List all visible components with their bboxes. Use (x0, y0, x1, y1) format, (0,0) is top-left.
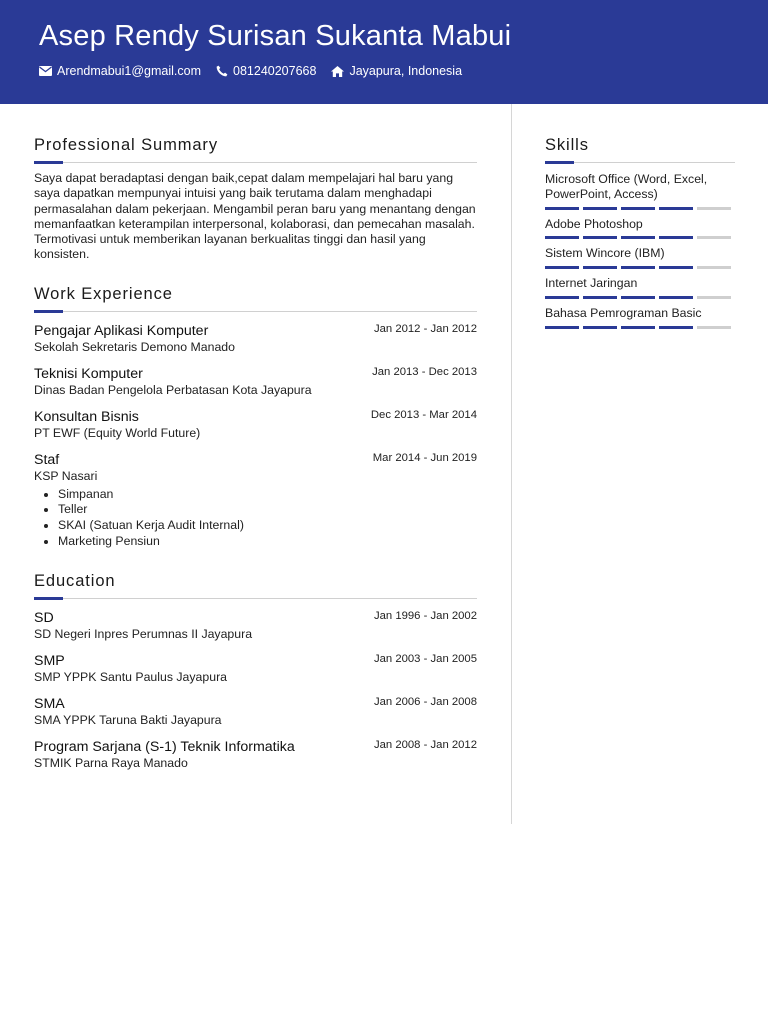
summary-text: Saya dapat beradaptasi dengan baik,cepat dalam mempelajari hal baru yang saya dapatkan mempunyai intuisi yang baik terutama dalam menghadapi permasalahan dalam pekerjaan. Mengambil peran baru yang menantang dengan memanfaatkan keterampilan interpersonal, kolaborasi, dan pemecahan masalah. Termotivasi untuk memberikan layanan berkualitas tinggi dan hasil yang konsisten. (34, 171, 476, 262)
skill-item (545, 276, 735, 299)
experience-section (34, 285, 477, 549)
education-dates: Jan 2008 - Jan 2012 (373, 739, 477, 752)
skill-level-segment-empty (697, 296, 731, 299)
skill-level-segment-empty (697, 207, 731, 210)
job-dates: Dec 2013 - Mar 2014 (370, 408, 477, 421)
degree-title: SMA (34, 696, 65, 713)
school-name: SMP YPPK Santu Paulus Jayapura (34, 670, 227, 685)
experience-entry (34, 365, 477, 398)
skill-name: Internet Jaringan (545, 276, 638, 291)
skill-level-segment-empty (697, 266, 731, 269)
section-divider (34, 161, 477, 164)
skill-name: Microsoft Office (Word, Excel, PowerPoint, Access) (545, 172, 708, 201)
experience-entry (34, 451, 477, 549)
degree-title: Program Sarjana (S-1) Teknik Informatika (34, 739, 295, 756)
skill-item (545, 217, 735, 240)
column-divider (511, 104, 512, 824)
skill-level-bar (545, 236, 735, 239)
skill-item (545, 246, 735, 269)
job-duties-list (58, 487, 477, 549)
skill-name: Sistem Wincore (IBM) (545, 246, 665, 261)
section-divider (34, 310, 477, 313)
list-item: • Simpanan (58, 487, 477, 503)
skill-level-segment-filled (621, 326, 655, 329)
skill-level-segment-filled (583, 266, 617, 269)
skill-level-segment-filled (659, 326, 693, 329)
job-company: PT EWF (Equity World Future) (34, 425, 201, 440)
job-title: Teknisi Komputer (34, 365, 143, 382)
contact-email[interactable] (39, 64, 201, 78)
right-column (545, 104, 735, 329)
job-company: KSP Nasari (34, 468, 98, 483)
list-item: • Marketing Pensiun (58, 534, 477, 550)
skill-level-segment-empty (697, 236, 731, 239)
skill-level-segment-filled (583, 326, 617, 329)
email-text: Arendmabui1@gmail.com (57, 64, 202, 78)
education-section (34, 572, 477, 771)
skill-level-segment-filled (545, 236, 579, 239)
skill-level-segment-filled (659, 266, 693, 269)
skill-level-segment-filled (621, 236, 655, 239)
skill-name: Adobe Photoshop (545, 216, 643, 231)
envelope-icon (39, 66, 52, 76)
section-title-education: Education (34, 572, 116, 591)
skill-item (545, 306, 735, 329)
education-entry (34, 738, 477, 771)
job-dates: Mar 2014 - Jun 2019 (372, 451, 477, 464)
candidate-name: Asep Rendy Surisan Sukanta Mabui (39, 20, 512, 52)
skill-level-bar (545, 266, 735, 269)
school-name: STMIK Parna Raya Manado (34, 756, 188, 771)
skill-level-segment-filled (583, 236, 617, 239)
section-title-summary: Professional Summary (34, 136, 218, 154)
education-dates: Jan 1996 - Jan 2002 (373, 610, 477, 623)
school-name: SD Negeri Inpres Perumnas II Jayapura (34, 627, 253, 642)
skill-level-segment-filled (545, 207, 579, 210)
contact-phone[interactable] (216, 64, 316, 78)
section-title-experience: Work Experience (34, 284, 173, 303)
skill-level-segment-empty (697, 326, 731, 329)
phone-text: 081240207668 (233, 64, 317, 78)
list-item: • SKAI (Satuan Kerja Audit Internal) (58, 518, 477, 534)
skill-level-bar (545, 207, 735, 210)
skill-level-segment-filled (621, 207, 655, 210)
skill-level-segment-filled (621, 296, 655, 299)
skill-level-segment-filled (621, 266, 655, 269)
skill-level-bar (545, 296, 735, 299)
education-entry (34, 652, 477, 685)
job-title: Konsultan Bisnis (34, 408, 139, 425)
skill-level-segment-filled (583, 207, 617, 210)
section-divider (34, 597, 477, 600)
degree-title: SMP (34, 653, 65, 670)
job-title: Pengajar Aplikasi Komputer (34, 322, 209, 339)
summary-section (34, 136, 477, 263)
job-company: Dinas Badan Pengelola Perbatasan Kota Jayapura (34, 382, 312, 397)
job-company: Sekolah Sekretaris Demono Manado (34, 339, 235, 354)
skills-section (545, 136, 735, 329)
location-text: Jayapura, Indonesia (349, 64, 463, 78)
phone-icon (216, 65, 228, 77)
skill-level-segment-filled (545, 266, 579, 269)
education-dates: Jan 2003 - Jan 2005 (373, 653, 477, 666)
education-dates: Jan 2006 - Jan 2008 (373, 696, 477, 709)
school-name: SMA YPPK Taruna Bakti Jayapura (34, 713, 222, 728)
experience-entry (34, 322, 477, 355)
education-entry (34, 695, 477, 728)
skill-level-segment-filled (659, 296, 693, 299)
contact-row (39, 64, 477, 78)
home-icon (331, 66, 344, 77)
skill-name: Bahasa Pemrograman Basic (545, 305, 702, 320)
skill-level-segment-filled (583, 296, 617, 299)
job-dates: Jan 2012 - Jan 2012 (373, 322, 477, 335)
left-column (34, 104, 477, 771)
skill-level-segment-filled (545, 326, 579, 329)
list-item: • Teller (58, 502, 477, 518)
section-divider (545, 161, 735, 164)
resume-header (0, 0, 768, 104)
skill-level-segment-filled (659, 236, 693, 239)
skill-level-bar (545, 326, 735, 329)
education-entry (34, 609, 477, 642)
job-title: Staf (34, 451, 60, 468)
job-dates: Jan 2013 - Dec 2013 (372, 365, 477, 378)
degree-title: SD (34, 610, 54, 627)
skills-list (545, 172, 735, 329)
skill-item (545, 172, 735, 210)
contact-location (331, 64, 462, 78)
section-title-skills: Skills (545, 136, 589, 154)
skill-level-segment-filled (659, 207, 693, 210)
experience-entry (34, 408, 477, 441)
skill-level-segment-filled (545, 296, 579, 299)
